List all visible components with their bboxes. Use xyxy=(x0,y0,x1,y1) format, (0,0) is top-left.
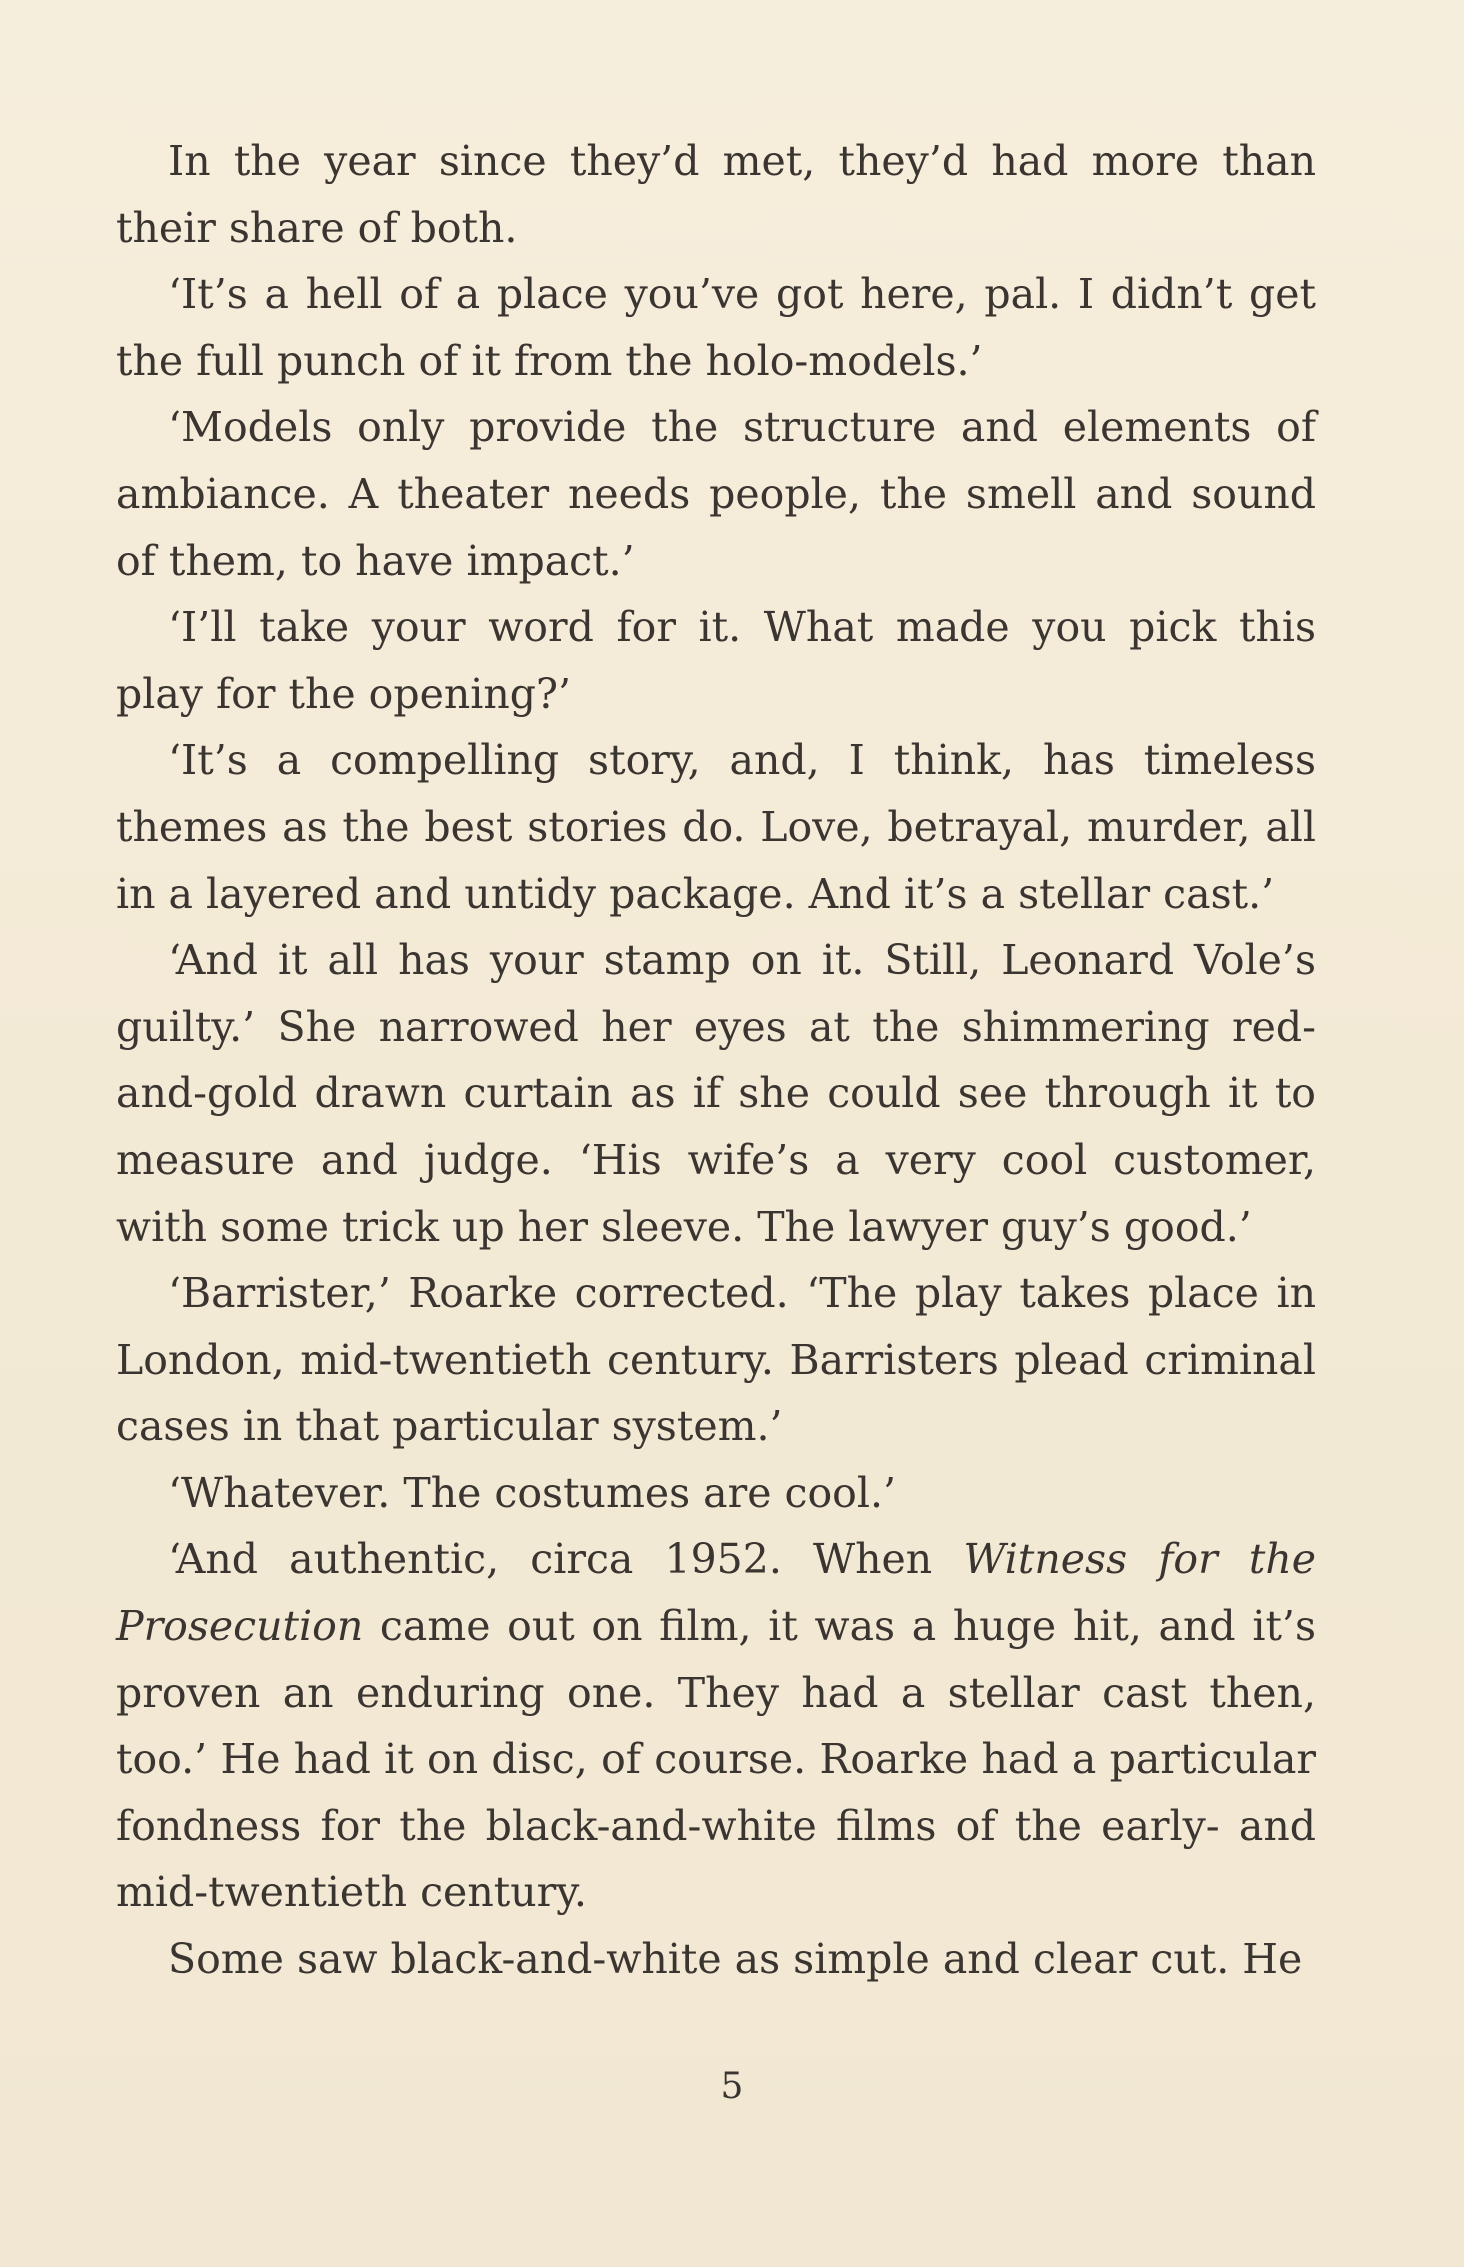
paragraph xyxy=(116,1526,1316,1926)
paragraph-text: ‘I’ll take your word for it. What made you pick this play for the opening?’ xyxy=(116,603,1316,718)
paragraph xyxy=(116,128,1316,261)
page-number: 5 xyxy=(720,2066,744,2107)
paragraph xyxy=(116,727,1316,927)
paragraph-text: In the year since they’d met, they’d had more than their share of both. xyxy=(116,137,1316,252)
paragraph xyxy=(116,1460,1316,1527)
paragraph-text: ‘It’s a compelling story, and, I think, has timeless themes as the best stories do. Love, betrayal, murder, all in a layered and untidy package. And it’s a stellar cast.’ xyxy=(116,736,1316,918)
paragraph xyxy=(116,594,1316,727)
paragraph-text: ‘And it all has your stamp on it. Still, Leonard Vole’s guilty.’ She narrowed her eyes at the shimmering red-and-gold drawn curtain as if she could see through it to measure and judge. ‘His wife’s a very cool customer, with some trick up her sleeve. The lawyer guy’s good.’ xyxy=(116,936,1316,1251)
paragraph xyxy=(116,1926,1316,1993)
body-text xyxy=(116,128,1316,1993)
paragraph xyxy=(116,1260,1316,1460)
paragraph-text: ‘Whatever. The costumes are cool.’ xyxy=(168,1468,897,1517)
paragraph-text: ‘Barrister,’ Roarke corrected. ‘The play takes place in London, mid-twentieth century. Barristers plead criminal cases in that particular system.’ xyxy=(116,1269,1316,1451)
paragraph-text: ‘Models only provide the structure and elements of ambiance. A theater needs people, the smell and sound of them, to have impact.’ xyxy=(116,403,1316,585)
paragraph-text: came out on film, it was a huge hit, and it’s proven an enduring one. They had a stellar cast then, too.’ He had it on disc, of course. Roarke had a particular fondness for the black-and-white films of the early- and mid-twentieth century. xyxy=(116,1602,1316,1917)
paragraph xyxy=(116,394,1316,594)
italic-title: Witness for the Prosecution xyxy=(116,1535,1316,1651)
paragraph xyxy=(116,261,1316,394)
paragraph-text: ‘It’s a hell of a place you’ve got here, pal. I didn’t get the full punch of it from the holo-models.’ xyxy=(116,270,1316,385)
paragraph xyxy=(116,927,1316,1260)
paragraph-text: Some saw black-and-white as simple and clear cut. He xyxy=(168,1935,1303,1984)
paragraph-text: ‘And authentic, circa 1952. When xyxy=(168,1535,964,1584)
